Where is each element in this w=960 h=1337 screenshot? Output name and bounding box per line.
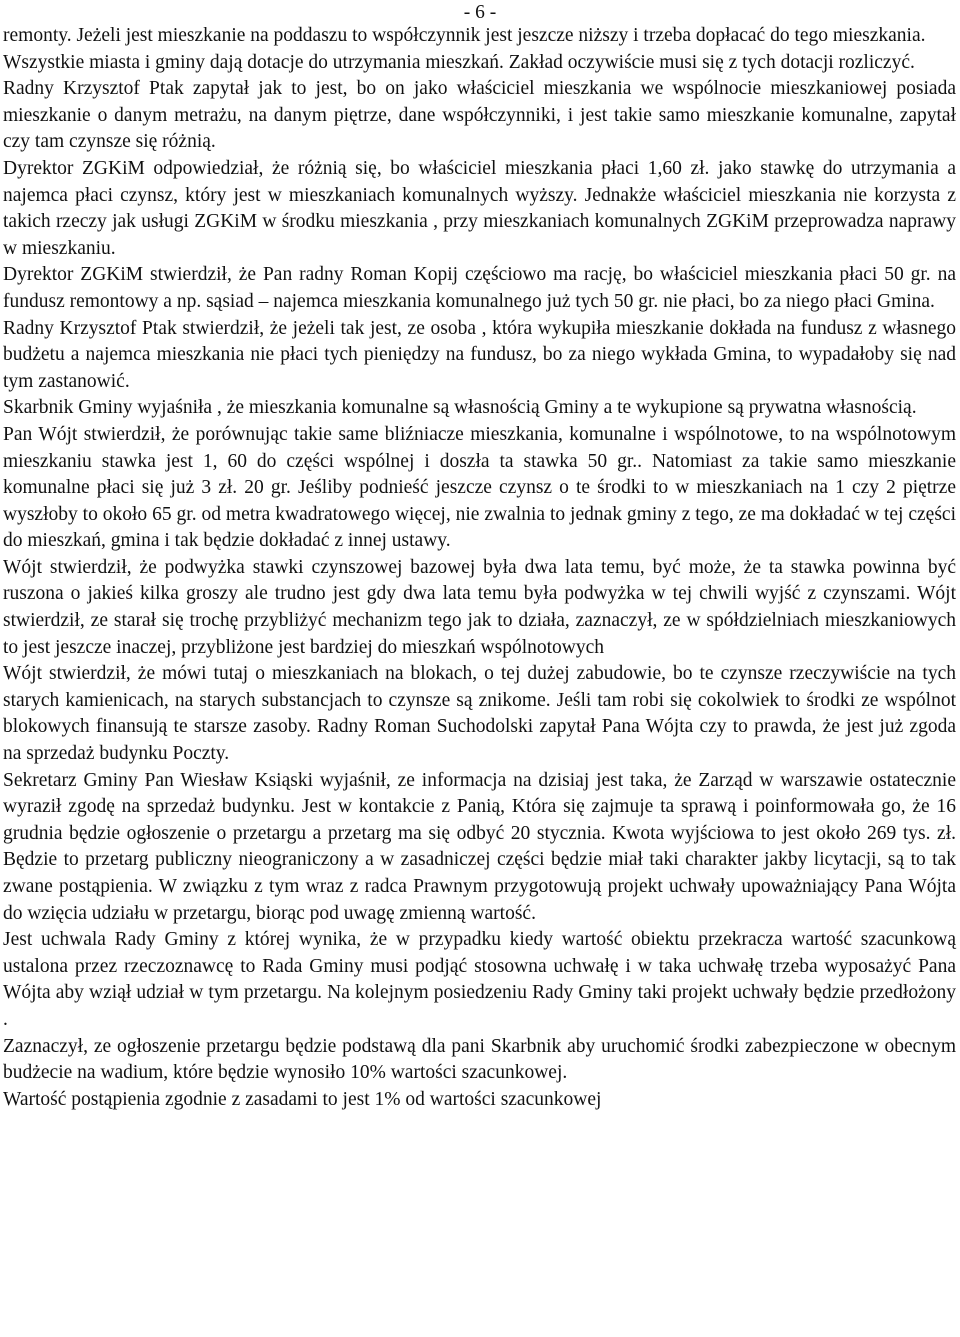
paragraph: Jest uchwala Rady Gminy z której wynika, że w przypadku kiedy wartość obiektu przekracza wartość szacunkową ustalona przez rzeczoznawcę to Rada Gminy musi podjąć stosowna uchwałę i w taka uchwałę trzeba wyposażyć Pana Wójta aby wziął udział w tym przetargu. Na kolejnym posiedzeniu Rady Gminy taki projekt uchwały będzie przedłożony .: [3, 929, 956, 1030]
paragraph: Sekretarz Gminy Pan Wiesław Ksiąski wyjaśnił, ze informacja na dzisiaj jest taka, że Zarząd w warszawie ostatecznie wyraził zgodę na sprzedaż budynku. Jest w kontakcie z Panią, Która się zajmuje ta sprawą i poinformowała go, że 16 grudnia będzie ogłoszenie o przetargu a przetarg ma się odbyć 20 stycznia. Kwota wyjściowa to jest około 269 tys. zł. Będzie to przetarg publiczny nieograniczony a w zasadniczej części będzie miał taki charakter jakby licytacji, są to tak zwane postąpienia. W związku z tym wraz z radca Prawnym przygotowują projekt uchwały upoważniający Pana Wójta do wzięcia udziału w przetargu, biorąc pod uwagę zmienną wartość.: [3, 769, 956, 924]
paragraph: Skarbnik Gminy wyjaśniła , że mieszkania komunalne są własnością Gminy a te wykupione są prywatna własnością.: [3, 397, 917, 419]
paragraph: Radny Krzysztof Ptak stwierdził, że jeżeli tak jest, ze osoba , która wykupiła mieszkanie dokłada na fundusz z własnego budżetu a najemca mieszkania nie płaci tych pieniędzy na fundusz, bo za niego wykłada Gmina, to wypadałoby się nad tym zastanowić.: [3, 317, 956, 392]
paragraph: Wójt stwierdził, że mówi tutaj o mieszkaniach na blokach, o tej dużej zabudowie, bo te czynsze rzeczywiście na tych starych kamienicach, na starych substancjach to czynsze są znikome. Jeśli tam robi się cokolwiek to środki ze wspólnot blokowych finansują te starsze zasoby. Radny Roman Suchodolski zapytał Pana Wójta czy to prawda, że jest już zgoda na sprzedaż budynku Poczty.: [3, 663, 956, 765]
paragraph: Wartość postąpienia zgodnie z zasadami to jest 1% od wartości szacunkowej: [3, 1088, 602, 1110]
paragraph: Dyrektor ZGKiM odpowiedział, że różnią się, bo właściciel mieszkania płaci 1,60 zł. jako stawkę do utrzymania a najemca płaci czynsz, który jest w mieszkaniach komunalnych wyższy. Jednakże właściciel mieszkania nie korzysta z takich rzeczy jak usługi ZGKiM w środku mieszkania , przy mieszkaniach komunalnych ZGKiM przeprowadza naprawy w mieszkaniu.: [3, 157, 956, 259]
paragraph: Radny Krzysztof Ptak zapytał jak to jest, bo on jako właściciel mieszkania we wspólnocie mieszkaniowej posiada mieszkanie o danym metrażu, na danym piętrze, dane współczynniki, i jest takie samo mieszkanie komunalne, zapytał czy tam czynsze się różnią.: [3, 78, 956, 153]
paragraph: Pan Wójt stwierdził, że porównując takie same bliźniacze mieszkania, komunalne i wspólnotowe, to na wspólnotowym mieszkaniu stawka jest 1, 60 do części wspólnej i doszła ta stawka 50 gr.. Natomiast za takie samo mieszkanie komunalne płaci się już 3 zł. 20 gr. Jeśliby podnieść jeszcze czynsz o te środki to w mieszkaniach na 1 czy 2 piętrze wyszłoby to około 65 gr. od metra kwadratowego więcej, nie zwalnia to jednak gminy z tego, ze ma dokładać w tej części do mieszkań, gmina i tak będzie dokładać z innej ustawy.: [3, 423, 956, 552]
paragraph: Wszystkie miasta i gminy dają dotacje do utrzymania mieszkań. Zakład oczywiście musi się z tych dotacji rozliczyć.: [3, 51, 915, 73]
page-number: - 6 -: [463, 2, 497, 23]
paragraph: Dyrektor ZGKiM stwierdził, że Pan radny Roman Kopij częściowo ma rację, bo właściciel mieszkania płaci 50 gr. na fundusz remontowy a np. sąsiad – najemca mieszkania komunalnego już tych 50 gr. nie płaci, bo za niego płaci Gmina.: [3, 264, 956, 312]
paragraph: remonty. Jeżeli jest mieszkanie na poddaszu to współczynnik jest jeszcze niższy i trzeba dopłacać do tego mieszkania.: [3, 25, 926, 46]
document-body: [3, 23, 956, 1113]
paragraph: Wójt stwierdził, że podwyżka stawki czynszowej bazowej była dwa lata temu, być może, że ta stawka powinna być ruszona o jakieś kilka groszy ale trudno jest gdy dwa lata temu była podwyżka w tej chwili wyjść z czynszami. Wójt stwierdził, ze starał się trochę przybliżyć mechanizm tego jak to działa, zaznaczył, ze w spółdzielniach mieszkaniowych to jest jeszcze inaczej, przybliżone jest bardziej do mieszkań wspólnotowych: [3, 556, 956, 658]
paragraph: Zaznaczył, ze ogłoszenie przetargu będzie podstawą dla pani Skarbnik aby uruchomić środki zabezpieczone w obecnym budżecie na wadium, które będzie wynosiło 10% wartości szacunkowej.: [3, 1035, 956, 1084]
